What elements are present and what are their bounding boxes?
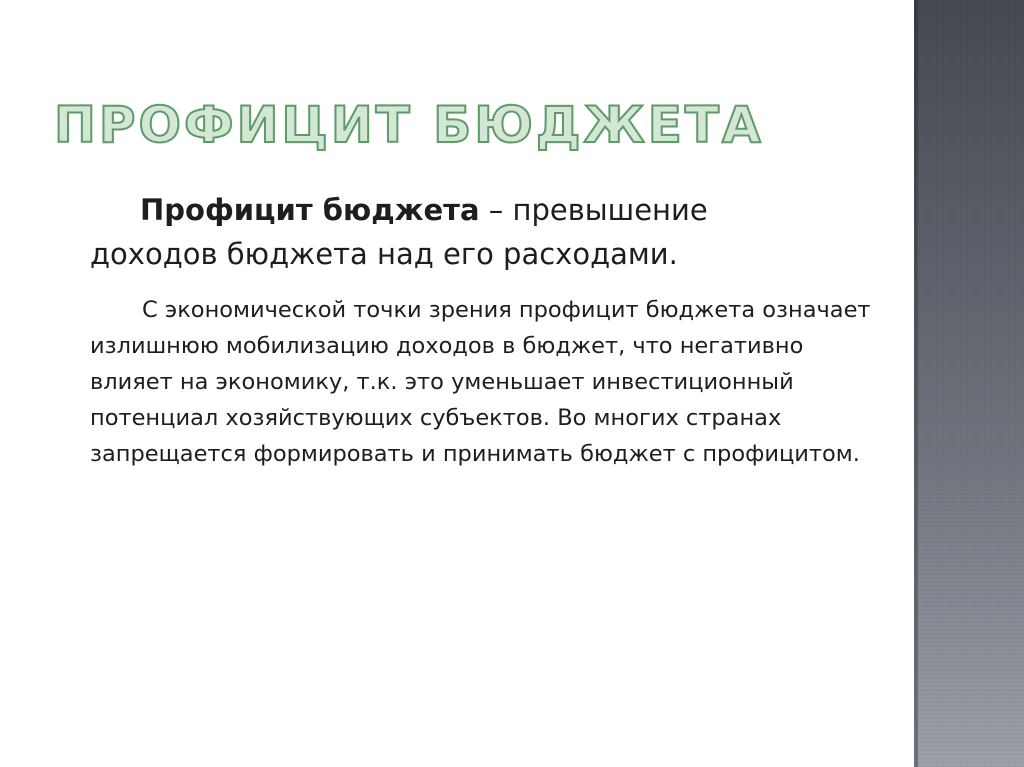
explanation-paragraph: С экономической точки зрения профицит бюджета означает излишнюю мобилизацию доходов в бюджет, что негативно влияет на экономику, т.к. это уменьшает инвестиционный потенциал хозяйствующих субъектов. Во многих странах запрещается формировать и принимать бюджет с профицитом.	[90, 297, 871, 467]
definition-text: – превышение доходов бюджета над его расходами.	[90, 193, 708, 271]
definition-term: Профицит бюджета	[140, 193, 480, 227]
slide-title: ПРОФИЦИТ БЮДЖЕТА	[54, 96, 764, 154]
definition-paragraph	[90, 188, 790, 276]
decorative-side-band	[914, 0, 1024, 767]
